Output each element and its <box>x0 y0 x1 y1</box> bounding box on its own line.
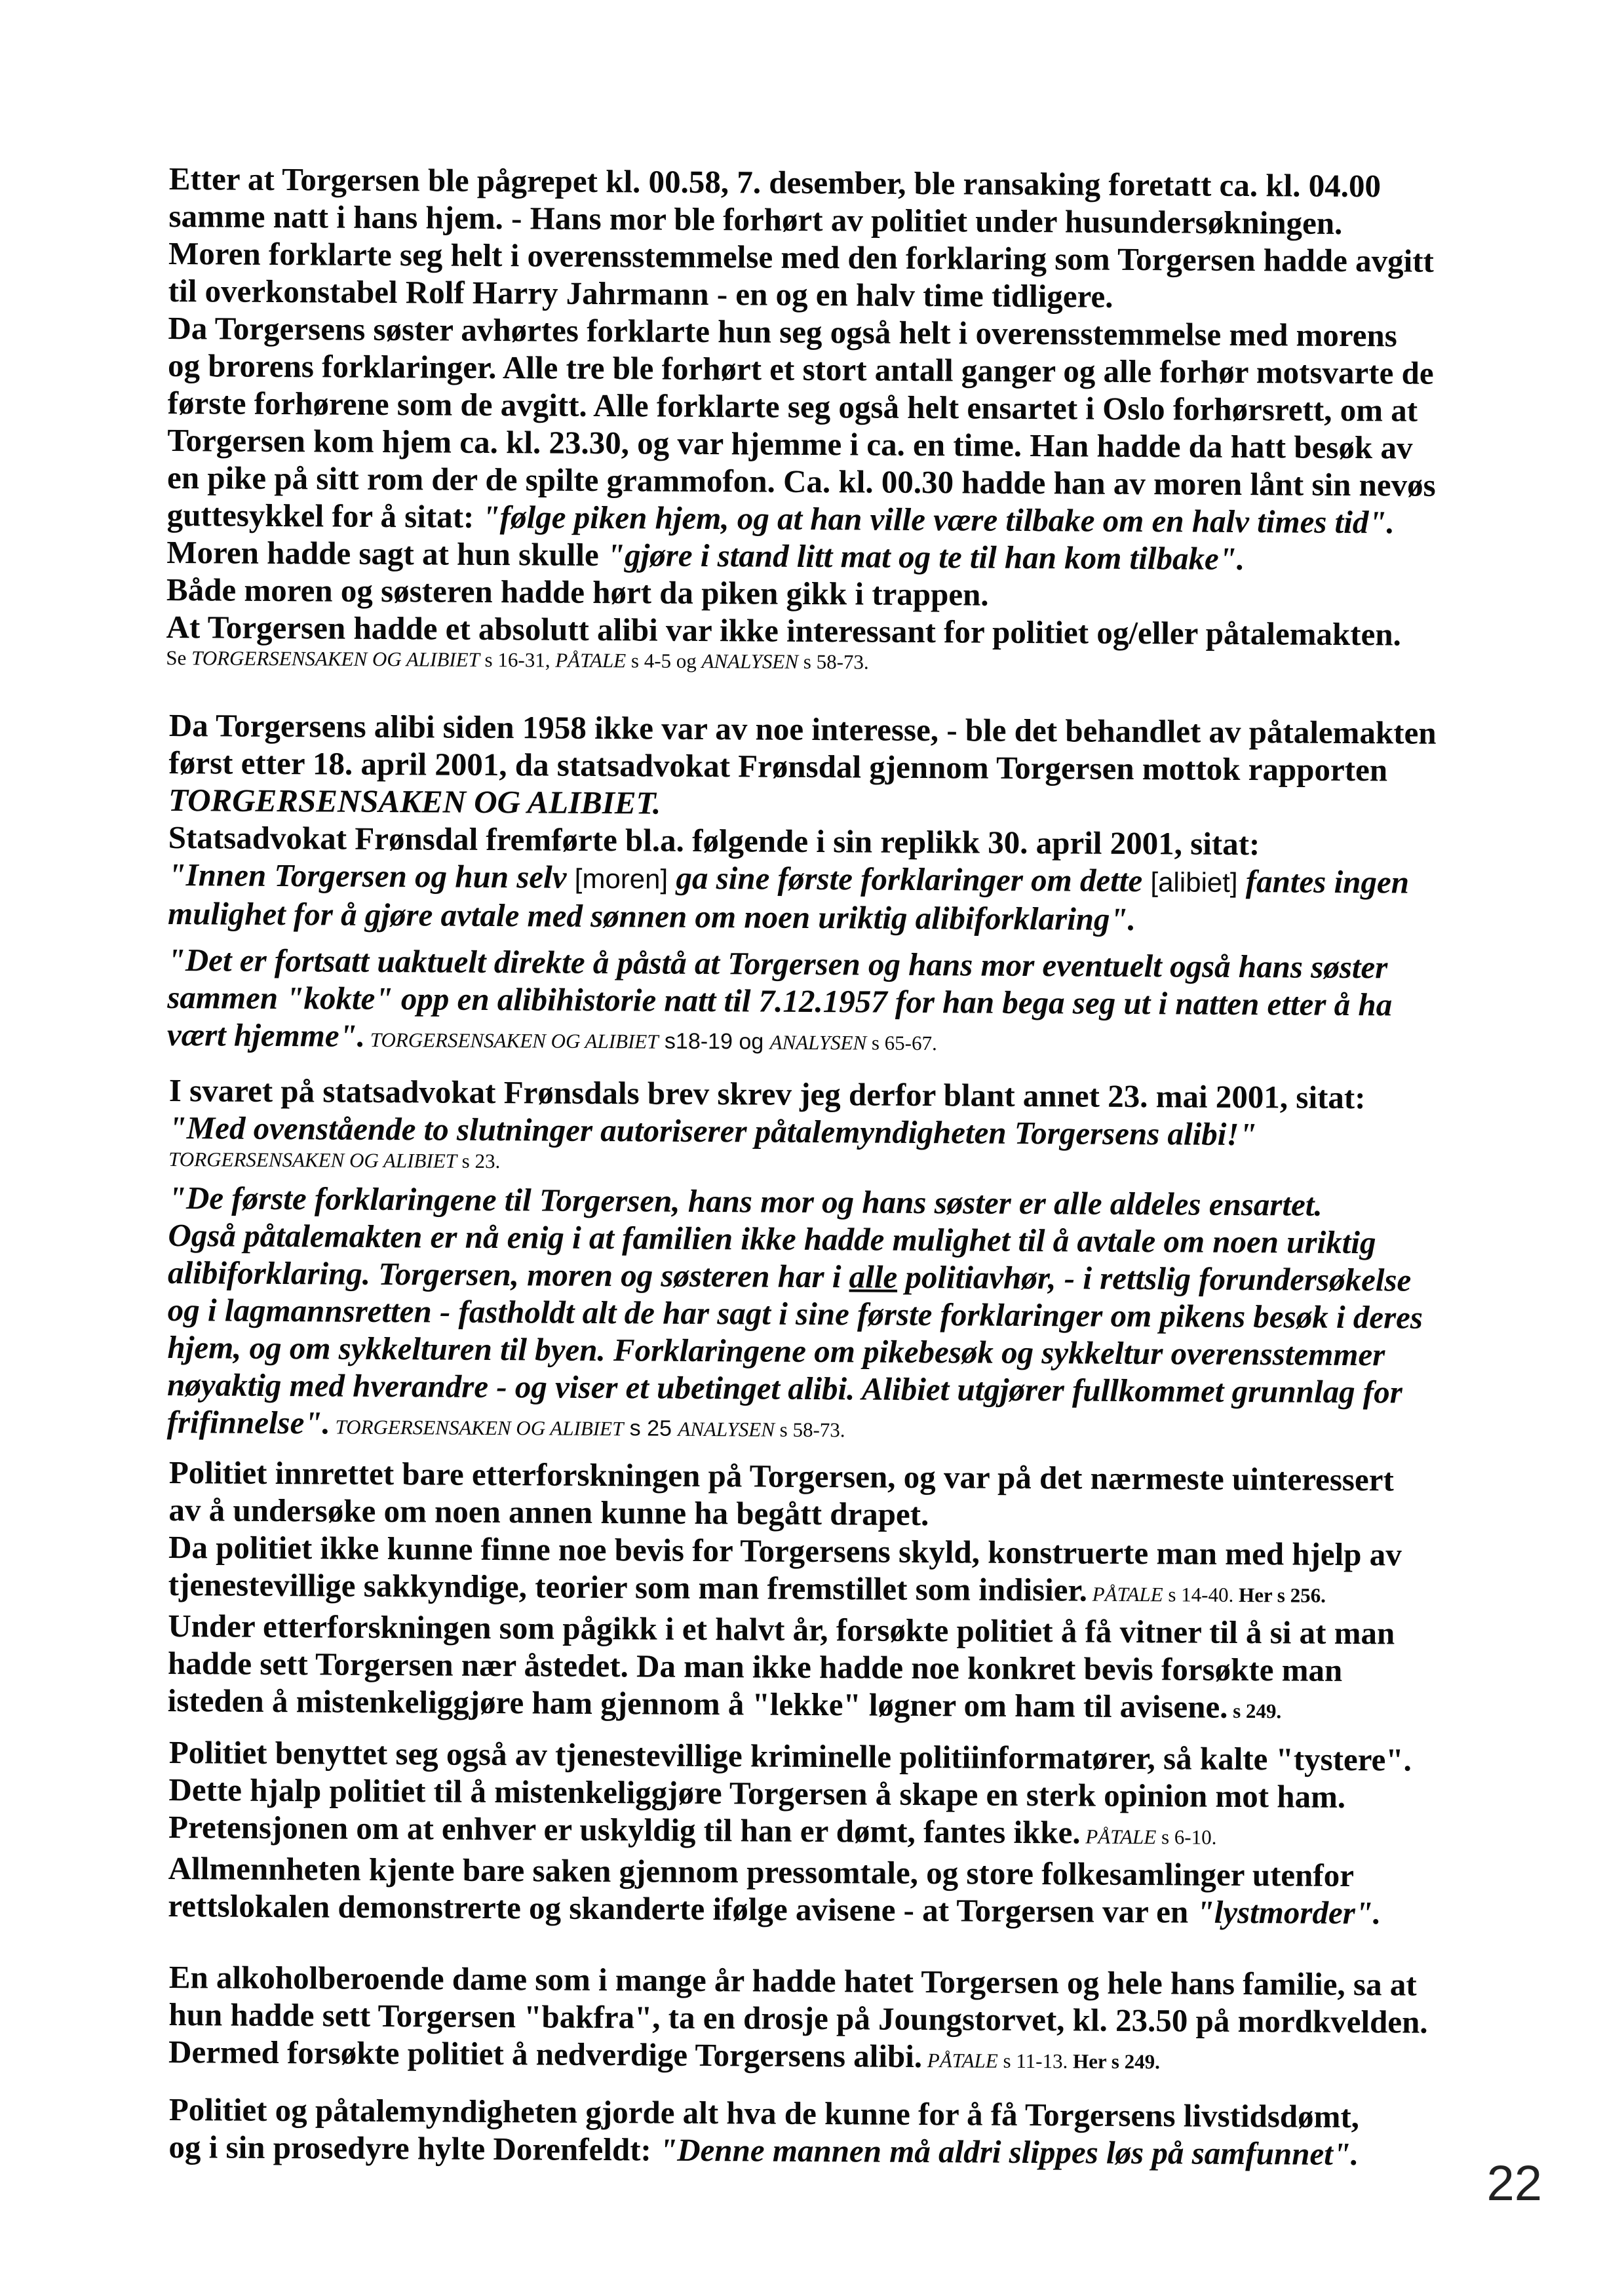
text-line <box>168 1887 1485 1932</box>
text-run: tjenestevillige sakkyndige, teorier som man fremstillet som indisier. <box>168 1566 1088 1608</box>
quote-line: mulighet for å gjøre avtale med sønnen om noen uriktig alibiforklaring". <box>167 895 1136 938</box>
text-line: Politiet innrettet bare etterforskningen på Torgersen, og var på det nærmeste uinteressert <box>168 1454 1394 1498</box>
reference-title: ANALYSEN <box>769 1030 867 1055</box>
text-line: hadde sett Torgersen nær åstedet. Da man ikke hadde noe konkret bevis forsøkte man <box>167 1644 1343 1688</box>
reference-run: Her s 249. <box>1068 2049 1161 2074</box>
reference-title: TORGERSENSAKEN OG ALIBIET <box>364 1028 659 1053</box>
quote-line: Også påtalemakten er nå enig i at familien ikke hadde mulighet til å avtale om noen uriktig <box>168 1216 1376 1261</box>
text-line: og brorens forklaringer. Alle tre ble forhørt et stort antall ganger og alle forhør motsvarte de <box>167 347 1434 391</box>
quote-line: og i lagmannsretten - fastholdt alt de har sagt i sine første forklaringer om pikens besøk i deres <box>167 1291 1423 1336</box>
reference-title: ANALYSEN <box>678 1417 775 1441</box>
quote-line: "Med ovenstående to slutninger autoriserer påtalemyndigheten Torgersens alibi!" <box>168 1109 1257 1153</box>
quote-run: vært hjemme". <box>166 1016 366 1054</box>
text-line: Moren forklarte seg helt i overensstemmelse med den forklaring som Torgersen hadde avgitt <box>168 235 1434 279</box>
reference-run <box>330 1416 845 1442</box>
quote-run: alibiforklaring. Torgersen, moren og søsteren har i <box>167 1254 849 1295</box>
bracket-note: [moren] <box>574 862 668 895</box>
reference-run: Her s 256. <box>1233 1583 1326 1607</box>
text-line: Da Torgersens alibi siden 1958 ikke var av noe interesse, - ble det behandlet av påtalemakten <box>168 707 1437 751</box>
quote-run: "følge piken hjem, og at han ville være tilbake om en halv times tid". <box>482 498 1395 541</box>
quote-run: "lystmorder". <box>1196 1893 1382 1931</box>
reference-title: PÅTALE <box>1087 1582 1163 1606</box>
text-line: hun hadde sett Torgersen "bakfra", ta en drosje på Joungstorvet, kl. 23.50 på mordkvelden. <box>168 1996 1428 2040</box>
reference-run: s 58-73. <box>798 649 869 674</box>
reference-run: s 249. <box>1228 1699 1282 1723</box>
paragraph-arrest <box>166 160 1486 678</box>
text-run: rettslokalen demonstrerte og skanderte ifølge avisene - at Torgersen var en <box>168 1887 1197 1930</box>
quote-run: politiavhør, - i rettslig forundersøkelse <box>897 1258 1412 1298</box>
paragraph-reply <box>167 1072 1486 1452</box>
text-line: til overkonstabel Rolf Harry Jahrmann - en og en halv time tidligere. <box>168 272 1113 315</box>
text-run: og i sin prosedyre hylte Dorenfeldt: <box>168 2128 660 2168</box>
text-run: guttesykkel for å sitat: <box>166 496 482 535</box>
reference-run: s 4-5 og <box>626 649 702 672</box>
quote-run: "Innen Torgersen og hun selv <box>168 856 575 895</box>
text-line: Under etterforskningen som pågikk i et halvt år, forsøkte politiet å få vitner til å si at man <box>168 1607 1395 1652</box>
quote-line <box>167 1403 1484 1452</box>
reference-run: s 58-73. <box>774 1418 845 1442</box>
text-line: første forhørene som de avgitt. Alle forklarte seg også helt ensartet i Oslo forhørsrett, om at <box>167 384 1418 429</box>
paragraph-informants <box>168 1734 1486 1932</box>
text-run: Pretensjonen om at enhver er uskyldig til han er dømt, fantes ikke. <box>168 1808 1081 1851</box>
quote-run: frifinnelse". <box>166 1403 330 1441</box>
text-line: At Torgersen hadde et absolutt alibi var ikke interessant for politiet og/eller påtalemakten. <box>166 608 1401 653</box>
text-line: I svaret på statsadvokat Frønsdals brev skrev jeg derfor blant annet 23. mai 2001, sitat: <box>168 1072 1366 1116</box>
text-line: Dette hjalp politiet til å mistenkeliggjøre Torgersen å skape en sterk opinion mot ham. <box>168 1771 1346 1815</box>
reference-title: ANALYSEN <box>701 649 799 673</box>
reference-run: s 14-40. <box>1163 1583 1234 1606</box>
quote-run: "Denne mannen må aldri slippes løs på samfunnet". <box>659 2131 1359 2173</box>
reference-run: s18-19 og <box>658 1028 770 1055</box>
text-line <box>168 2128 1486 2173</box>
quote-run: "gjøre i stand litt mat og te til han kom tilbake". <box>606 537 1245 577</box>
reference-run <box>1087 1583 1326 1607</box>
reference-title: TORGERSENSAKEN OG ALIBIET <box>168 1147 457 1172</box>
text-line: Etter at Torgersen ble pågrepet kl. 00.58, 7. desember, ble ransaking foretatt ca. kl. 04.00 <box>168 160 1382 204</box>
text-line: Da Torgersens søster avhørtes forklarte hun seg også helt i overensstemmelse med morens <box>168 309 1397 354</box>
text-line: TORGERSENSAKEN OG ALIBIET. <box>168 781 661 821</box>
text-line: En alkoholberoende dame som i mange år hadde hatet Torgersen og hele hans familie, sa at <box>168 1959 1417 2003</box>
paragraph-investigation <box>167 1454 1486 1731</box>
quote-line: nøyaktig med hverandre - og viser et ubetinget alibi. Alibiet utgjører fullkommet grunnlag for <box>166 1366 1402 1410</box>
reference-run: s 16-31, <box>479 648 556 672</box>
emphasis-run: alle <box>849 1258 898 1295</box>
quote-run: ga sine første forklaringer om dette <box>668 859 1151 899</box>
text-line: Allmennheten kjente bare saken gjennom pressomtale, og store folkesamlinger utenfor <box>168 1850 1355 1894</box>
quote-line: hjem, og om sykkelturen til byen. Forklaringene om pikebesøk og sykkeltur overensstemmer <box>167 1328 1385 1373</box>
reference-run <box>365 1028 937 1055</box>
reference-run: s 6-10. <box>1156 1825 1217 1849</box>
quote-run: fantes ingen <box>1237 862 1410 901</box>
reference-run: s 25 <box>623 1416 678 1441</box>
quote-line <box>167 1016 1484 1065</box>
page-number: 22 <box>1486 2156 1542 2211</box>
text-line: av å undersøke om noen annen kunne ha begått drapet. <box>168 1491 929 1533</box>
text-line <box>168 2033 1486 2082</box>
paragraph-prosecution <box>168 2091 1486 2173</box>
paragraph-alibi-prosecution <box>167 707 1486 1065</box>
reference-title: PÅTALE <box>921 2049 998 2072</box>
reference-run: s 11-13. <box>997 2049 1068 2073</box>
reference-title: TORGERSENSAKEN OG ALIBIET <box>191 646 480 671</box>
text-line: en pike på sitt rom der de spilte grammofon. Ca. kl. 00.30 hadde han av moren lånt sin nevøs <box>166 459 1436 503</box>
text-line <box>167 1682 1484 1731</box>
text-line: først etter 18. april 2001, da statsadvokat Frønsdal gjennom Torgersen mottok rapporten <box>168 744 1388 788</box>
reference-run: s 65-67. <box>866 1031 937 1055</box>
text-run: Dermed forsøkte politiet å nedverdige Torgersens alibi. <box>168 2033 923 2075</box>
reference-run: s 23. <box>456 1149 501 1173</box>
quote-line: "De første forklaringene til Torgersen, hans mor og hans søster er alle aldeles ensartet. <box>168 1179 1323 1223</box>
reference-run: Se <box>166 646 192 670</box>
reference-title: PÅTALE <box>1080 1825 1157 1849</box>
text-line: Både moren og søsteren hadde hørt da piken gikk i trappen. <box>166 571 989 613</box>
reference-title: PÅTALE <box>555 648 627 672</box>
reference-run <box>1080 1825 1216 1848</box>
text-run: isteden å mistenkeliggjøre ham gjennom å "lekke" løgner om ham til avisene. <box>167 1682 1228 1725</box>
paragraph-witness <box>168 1958 1486 2082</box>
text-line: Da politiet ikke kunne finne noe bevis for Torgersens skyld, konstruerte man med hjelp av <box>168 1528 1402 1573</box>
text-run: Moren hadde sagt at hun skulle <box>166 533 608 573</box>
text-line: Politiet og påtalemyndigheten gjorde alt hva de kunne for å få Torgersens livstidsdømt, <box>168 2091 1360 2135</box>
text-line: Statsadvokat Frønsdal fremførte bl.a. følgende i sin replikk 30. april 2001, sitat: <box>168 819 1260 862</box>
quote-line: "Det er fortsatt uaktuelt direkte å påstå at Torgersen og hans mor eventuelt også hans søster <box>167 941 1388 986</box>
reference-title: TORGERSENSAKEN OG ALIBIET <box>330 1415 624 1441</box>
text-line: samme natt i hans hjem. - Hans mor ble forhørt av politiet under husundersøkningen. <box>168 197 1343 241</box>
text-line: Politiet benyttet seg også av tjenestevillige kriminelle politiinformatører, så kalte "tystere". <box>168 1734 1412 1778</box>
bracket-note: [alibiet] <box>1150 866 1238 898</box>
quote-line: sammen "kokte" opp en alibihistorie natt til 7.12.1957 for han bega seg ut i natten etter å ha <box>167 978 1393 1023</box>
text-line: Torgersen kom hjem ca. kl. 23.30, og var hjemme i ca. en time. Han hadde da hatt besøk av <box>167 421 1413 466</box>
reference-run <box>922 2049 1160 2073</box>
